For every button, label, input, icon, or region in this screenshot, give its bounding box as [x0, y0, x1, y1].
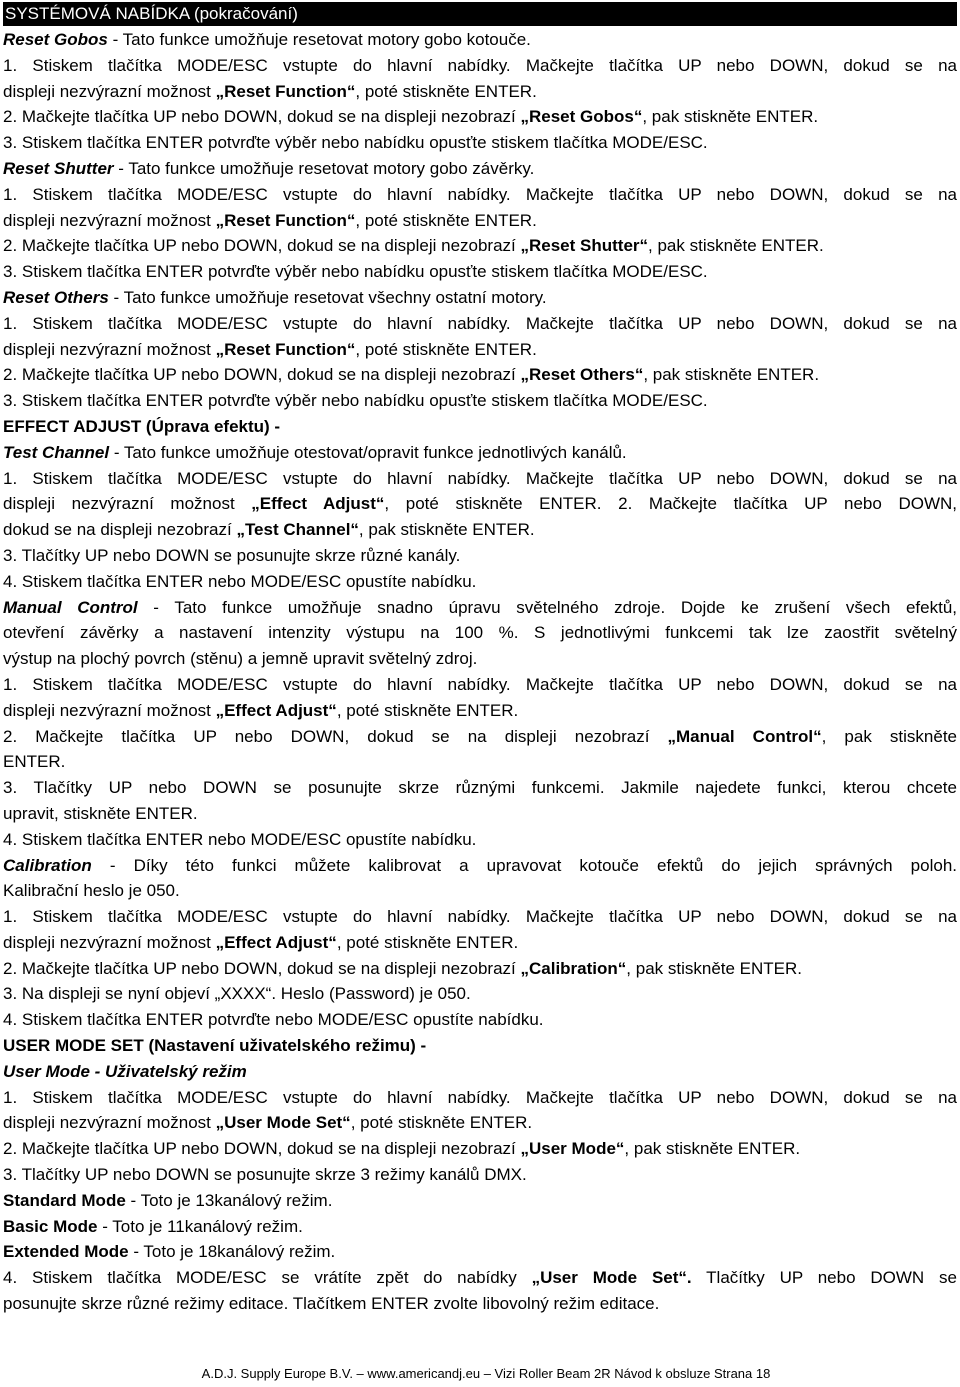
manual-control-step2a: 2. Mačkejte tlačítka UP nebo DOWN, dokud se na displeji nezobrazí „Manual Control“, pak stiskněte [3, 726, 958, 746]
test-channel-step1c: dokud se na displeji nezobrazí „Test Channel“, pak stiskněte ENTER. [3, 520, 535, 540]
test-channel-step4: 4. Stiskem tlačítka ENTER nebo MODE/ESC opustíte nabídku. [3, 571, 477, 591]
reset-others-step1a: 1. Stiskem tlačítka MODE/ESC vstupte do hlavní nabídky. Mačkejte tlačítka UP nebo DOWN, dokud se na [3, 313, 957, 333]
extended-mode-label: Extended Mode [3, 1242, 129, 1262]
page-footer: A.D.J. Supply Europe B.V. – www.americandj.eu – Vizi Roller Beam 2R Návod k obsluze Strana 18 [201, 1366, 771, 1381]
manual-control-step1a: 1. Stiskem tlačítka MODE/ESC vstupte do hlavní nabídky. Mačkejte tlačítka UP nebo DOWN, dokud se na [3, 674, 957, 694]
page-header: SYSTÉMOVÁ NABÍDKA (pokračování) [3, 2, 957, 26]
user-mode-subheading: User Mode - Uživatelský režim [3, 1061, 247, 1081]
user-mode-step1a: 1. Stiskem tlačítka MODE/ESC vstupte do hlavní nabídky. Mačkejte tlačítka UP nebo DOWN, dokud se na [3, 1087, 957, 1107]
calibration-step2: 2. Mačkejte tlačítka UP nebo DOWN, dokud se na displeji nezobrazí „Calibration“, pak stiskněte ENTER. [3, 958, 803, 978]
manual-control-desc-b: otevření závěrky a nastavení intenzity výstupu na 100 %. S jednotlivými funkcemi tak lze zaostřit světelný [3, 623, 957, 643]
reset-others-desc: Reset Others - Tato funkce umožňuje resetovat všechny ostatní motory. [3, 287, 547, 307]
test-channel-step1a: 1. Stiskem tlačítka MODE/ESC vstupte do hlavní nabídky. Mačkejte tlačítka UP nebo DOWN, dokud se na [3, 468, 957, 488]
reset-shutter-step1a: 1. Stiskem tlačítka MODE/ESC vstupte do hlavní nabídky. Mačkejte tlačítka UP nebo DOWN, dokud se na [3, 184, 957, 204]
manual-page [3, 2, 957, 1317]
reset-others-step3: 3. Stiskem tlačítka ENTER potvrďte výběr nebo nabídku opusťte stiskem tlačítka MODE/ESC. [3, 391, 708, 411]
test-channel-title: Test Channel [3, 442, 110, 462]
reset-others-title: Reset Others [3, 287, 109, 307]
reset-others-step2: 2. Mačkejte tlačítka UP nebo DOWN, dokud se na displeji nezobrazí „Reset Others“, pak stiskněte ENTER. [3, 365, 820, 385]
calibration-step3: 3. Na displeji se nyní objeví „XXXX“. Heslo (Password) je 050. [3, 984, 471, 1004]
standard-mode-line: Standard Mode - Toto je 13kanálový režim. [3, 1190, 333, 1210]
basic-mode-line: Basic Mode - Toto je 11kanálový režim. [3, 1216, 303, 1236]
test-channel-step3: 3. Tlačítky UP nebo DOWN se posunujte skrze různé kanály. [3, 545, 461, 565]
calibration-step1a: 1. Stiskem tlačítka MODE/ESC vstupte do hlavní nabídky. Mačkejte tlačítka UP nebo DOWN, dokud se na [3, 907, 957, 927]
reset-shutter-step2: 2. Mačkejte tlačítka UP nebo DOWN, dokud se na displeji nezobrazí „Reset Shutter“, pak stiskněte ENTER. [3, 236, 824, 256]
manual-control-step4: 4. Stiskem tlačítka ENTER nebo MODE/ESC opustíte nabídku. [3, 829, 477, 849]
calibration-desc-a: Calibration - Díky této funkci můžete kalibrovat a upravovat kotouče efektů do jejich správných poloh. [3, 855, 957, 875]
reset-gobos-step1a: 1. Stiskem tlačítka MODE/ESC vstupte do hlavní nabídky. Mačkejte tlačítka UP nebo DOWN, dokud se na [3, 55, 957, 75]
basic-mode-label: Basic Mode [3, 1216, 98, 1236]
manual-control-step3b: upravit, stiskněte ENTER. [3, 803, 198, 823]
reset-gobos-step1b: displeji nezvýrazní možnost „Reset Function“, poté stiskněte ENTER. [3, 81, 537, 101]
reset-gobos-step2: 2. Mačkejte tlačítka UP nebo DOWN, dokud se na displeji nezobrazí „Reset Gobos“, pak stiskněte ENTER. [3, 107, 819, 127]
reset-shutter-title: Reset Shutter [3, 158, 114, 178]
reset-shutter-desc: Reset Shutter - Tato funkce umožňuje resetovat motory gobo závěrky. [3, 158, 535, 178]
user-mode-step2: 2. Mačkejte tlačítka UP nebo DOWN, dokud se na displeji nezobrazí „User Mode“, pak stiskněte ENTER. [3, 1139, 801, 1159]
manual-control-step3a: 3. Tlačítky UP nebo DOWN se posunujte skrze různými funkcemi. Jakmile najedete funkci, kterou chcete [3, 778, 957, 798]
reset-gobos-title: Reset Gobos [3, 30, 108, 49]
calibration-step4: 4. Stiskem tlačítka ENTER potvrďte nebo MODE/ESC opustíte nabídku. [3, 1010, 544, 1030]
manual-control-desc-c: výstup na plochý povrch (stěnu) a jemně upravit světelný zdroj. [3, 649, 478, 669]
calibration-title: Calibration [3, 855, 92, 875]
test-channel-desc: Test Channel - Tato funkce umožňuje otestovat/opravit funkce jednotlivých kanálů. [3, 442, 627, 462]
calibration-step1b: displeji nezvýrazní možnost „Effect Adjust“, poté stiskněte ENTER. [3, 932, 519, 952]
manual-control-step2b: ENTER. [3, 752, 66, 772]
reset-shutter-step3: 3. Stiskem tlačítka ENTER potvrďte výběr nebo nabídku opusťte stiskem tlačítka MODE/ESC. [3, 262, 708, 282]
reset-gobos-step3: 3. Stiskem tlačítka ENTER potvrďte výběr nebo nabídku opusťte stiskem tlačítka MODE/ESC. [3, 133, 708, 153]
user-mode-set-heading: USER MODE SET (Nastavení uživatelského režimu) - [3, 1036, 427, 1056]
manual-control-title: Manual Control [3, 597, 138, 617]
standard-mode-label: Standard Mode [3, 1190, 126, 1210]
user-mode-step1b: displeji nezvýrazní možnost „User Mode Set“, poté stiskněte ENTER. [3, 1113, 533, 1133]
extended-mode-line: Extended Mode - Toto je 18kanálový režim. [3, 1242, 336, 1262]
user-mode-step4b: posunujte skrze různé režimy editace. Tlačítkem ENTER zvolte libovolný režim editace. [3, 1294, 660, 1314]
reset-gobos-desc: Reset Gobos - Tato funkce umožňuje resetovat motory gobo kotouče. [3, 30, 531, 49]
calibration-desc-b: Kalibrační heslo je 050. [3, 881, 180, 901]
manual-control-step1b: displeji nezvýrazní možnost „Effect Adjust“, poté stiskněte ENTER. [3, 700, 519, 720]
reset-others-step1b: displeji nezvýrazní možnost „Reset Function“, poté stiskněte ENTER. [3, 339, 537, 359]
manual-control-desc-a: Manual Control - Tato funkce umožňuje snadno úpravu světelného zdroje. Dojde ke zrušení všech efektů, [3, 597, 957, 617]
user-mode-step4a: 4. Stiskem tlačítka MODE/ESC se vrátíte zpět do nabídky „User Mode Set“. Tlačítky UP nebo DOWN se [3, 1268, 958, 1288]
user-mode-step3: 3. Tlačítky UP nebo DOWN se posunujte skrze 3 režimy kanálů DMX. [3, 1165, 527, 1185]
reset-shutter-step1b: displeji nezvýrazní možnost „Reset Function“, poté stiskněte ENTER. [3, 210, 537, 230]
test-channel-step1b: displeji nezvýrazní možnost „Effect Adjust“, poté stiskněte ENTER. 2. Mačkejte tlačítka UP nebo DOWN, [3, 494, 957, 514]
effect-adjust-heading: EFFECT ADJUST (Úprava efektu) - [3, 416, 281, 436]
